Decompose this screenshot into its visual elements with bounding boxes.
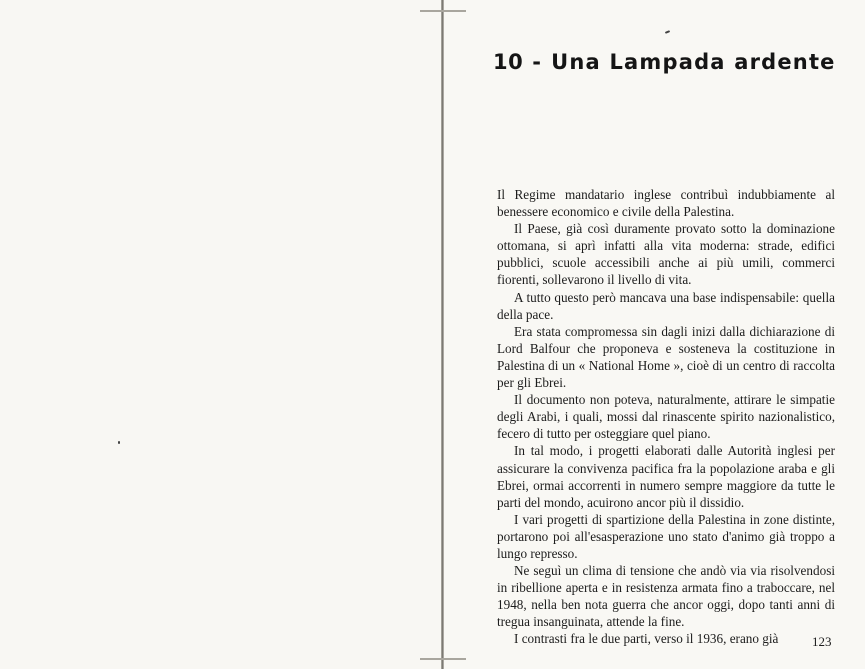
chapter-number: 10 [493,50,524,74]
chapter-separator: - [532,50,543,74]
paragraph: Era stata compromessa sin dagli inizi dalla dichiarazione di Lord Balfour che proponeva e sosteneva la costituzione in Palestina di un « National Home », cioè di un centro di raccolta per gli Ebrei. [497,323,835,391]
scan-speck [118,441,120,444]
paragraph: Il Regime mandatario inglese contribuì indubbiamente al benessere economico e civile della Palestina. [497,187,835,220]
chapter-title-text: Una Lampada ardente [551,50,836,74]
chapter-body [497,186,835,648]
paragraph: A tutto questo però mancava una base indispensabile: quella della pace. [497,289,835,322]
paragraph: Il Paese, già così duramente provato sotto la dominazione ottomana, si aprì infatti alla vita moderna: strade, edifici pubblici, scuole accessibili anche ai più umili, commerci fiorenti, sollevarono il livello di vita. [497,221,835,288]
chapter-title [493,50,853,74]
paragraph: In tal modo, i progetti elaborati dalle Autorità inglesi per assicurare la convivenza pacifica fra la popolazione araba e gli Ebrei, ormai accorrenti in numero sempre maggiore da tutte le parti del mondo, acuirono ancor più il dissidio. [497,443,835,510]
paragraph: I contrasti fra le due parti, verso il 1936, erano già [514,631,779,647]
paragraph: Il documento non poteva, naturalmente, attirare le simpatie degli Arabi, i quali, mossi dal rinascente spirito nazionalistico, fecero di tutto per osteggiare quel piano. [497,392,835,442]
book-gutter [441,0,444,669]
gutter-mark-top [420,10,466,12]
paragraph: I vari progetti di spartizione della Palestina in zone distinte, portarono poi all'esasperazione uno stato d'animo già troppo a lungo represso. [497,511,835,561]
paragraph: Ne seguì un clima di tensione che andò via via risolvendosi in ribellione aperta e in resistenza armata fino a traboccare, nel 1948, nella ben nota guerra che ancor oggi, dopo tanti anni di tregua insanguinata, attende la fine. [497,563,835,630]
gutter-mark-bottom [420,658,466,660]
page-number: 123 [812,634,832,649]
